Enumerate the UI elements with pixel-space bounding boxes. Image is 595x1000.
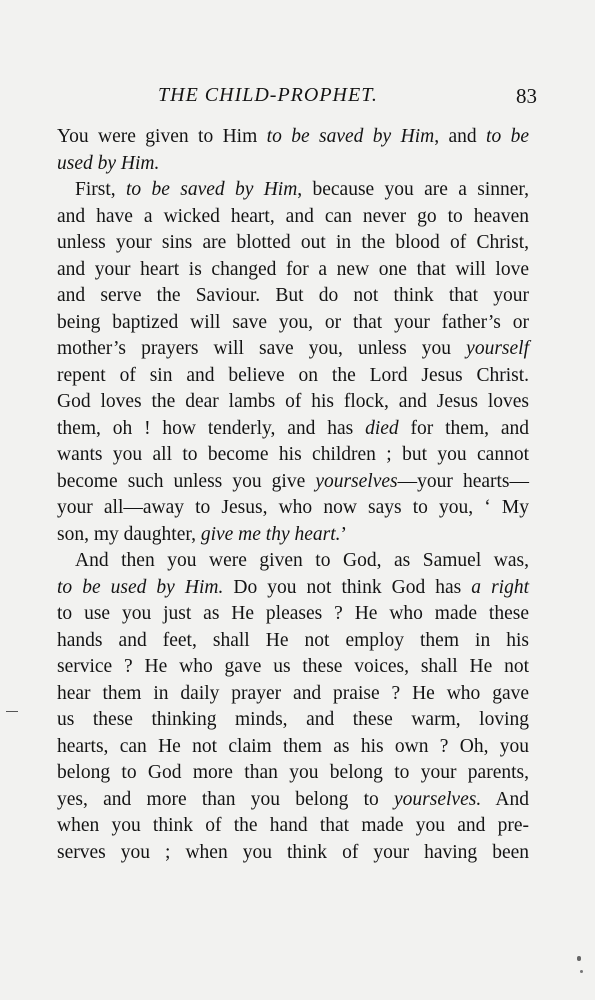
text-line	[57, 575, 529, 602]
text-run: for them, and	[398, 417, 529, 439]
text-run: mother’s prayers will save you, unless you	[57, 338, 467, 359]
text-line	[57, 124, 529, 151]
italic-text: a right	[471, 576, 529, 598]
text-line	[57, 336, 529, 363]
text-line	[57, 601, 529, 628]
text-run: wants you all to become his children ; but you cannot	[57, 444, 529, 465]
running-title: THE CHILD-PROPHET.	[158, 84, 378, 106]
text-run: hear them in daily prayer and praise ? He who gave	[57, 682, 529, 704]
text-line	[57, 283, 529, 310]
italic-text: to be	[486, 126, 529, 147]
text-run: them, oh ! how tenderly, and has	[57, 417, 366, 439]
text-run: and your heart is changed for a new one that will love	[57, 258, 529, 280]
text-line	[57, 522, 529, 549]
text-line	[57, 363, 529, 390]
text-line	[57, 548, 529, 575]
text-line	[57, 707, 529, 734]
text-run: God loves the dear lambs of his flock, and Jesus loves	[57, 391, 529, 412]
text-run: your all—away to Jesus, who now says to you, ‘ My	[57, 497, 529, 518]
text-line	[57, 840, 529, 867]
italic-text: used by Him.	[57, 152, 160, 174]
text-run: and serve the Saviour. But do not think that your	[57, 285, 529, 306]
paper-speck	[577, 956, 581, 961]
italic-text: to be used by Him.	[57, 576, 224, 598]
text-line	[57, 310, 529, 337]
text-run: yes, and more than you belong to	[57, 788, 395, 810]
text-run: And	[481, 788, 529, 810]
text-line	[57, 734, 529, 761]
text-line	[57, 204, 529, 231]
text-line	[57, 654, 529, 681]
text-run: belong to God more than you belong to your parents,	[57, 762, 529, 783]
text-run: Do you not think God has	[223, 576, 472, 598]
italic-text: to be saved by Him	[125, 179, 298, 200]
text-line	[57, 813, 529, 840]
text-line	[57, 495, 529, 522]
italic-text: yourselves	[315, 470, 398, 492]
text-run: become such unless you give	[57, 470, 316, 492]
running-header	[0, 84, 595, 110]
text-run: service ? He who gave us these voices, shall He not	[57, 656, 529, 677]
text-run: and have a wicked heart, and can never go to heaven	[57, 205, 529, 227]
text-run: And then you were given to God, as Samuel was,	[75, 550, 529, 571]
text-line	[57, 230, 529, 257]
paper-speck	[580, 970, 583, 973]
italic-text: yourselves.	[394, 788, 482, 810]
text-run: , because you are a sinner,	[297, 179, 529, 200]
text-line	[57, 442, 529, 469]
text-run: hands and feet, shall He not employ them in his	[57, 629, 529, 651]
text-run: being baptized will save you, or that your father’s or	[57, 311, 529, 333]
body-text	[57, 124, 529, 866]
italic-text: died	[365, 417, 399, 439]
text-run: us these thinking minds, and these warm, loving	[57, 709, 529, 730]
text-line	[57, 389, 529, 416]
page-number: 83	[516, 84, 537, 108]
text-run: —your hearts—	[397, 470, 529, 492]
text-run: ’	[340, 523, 348, 545]
margin-mark	[6, 711, 18, 712]
text-run: repent of sin and believe on the Lord Jesus Christ.	[57, 364, 529, 386]
italic-text: yourself	[466, 338, 529, 359]
text-line	[57, 469, 529, 496]
text-line	[57, 257, 529, 284]
text-run: You were given to Him	[57, 126, 267, 147]
text-run: hearts, can He not claim them as his own ? Oh, you	[57, 735, 529, 757]
italic-text: give me thy heart.	[200, 523, 341, 545]
text-run: son, my daughter,	[57, 523, 201, 545]
text-run: to use you just as He pleases ? He who made these	[57, 603, 529, 624]
text-run: when you think of the hand that made you and pre-	[57, 815, 529, 836]
italic-text: to be saved by Him	[266, 126, 435, 147]
text-run: First,	[75, 179, 126, 200]
text-line	[57, 787, 529, 814]
text-line	[57, 151, 529, 178]
text-run: unless your sins are blotted out in the blood of Christ,	[57, 232, 529, 253]
text-run: serves you ; when you think of your having been	[57, 841, 529, 863]
text-line	[57, 760, 529, 787]
text-line	[57, 416, 529, 443]
text-line	[57, 681, 529, 708]
text-line	[57, 177, 529, 204]
text-line	[57, 628, 529, 655]
text-run: , and	[434, 126, 487, 147]
